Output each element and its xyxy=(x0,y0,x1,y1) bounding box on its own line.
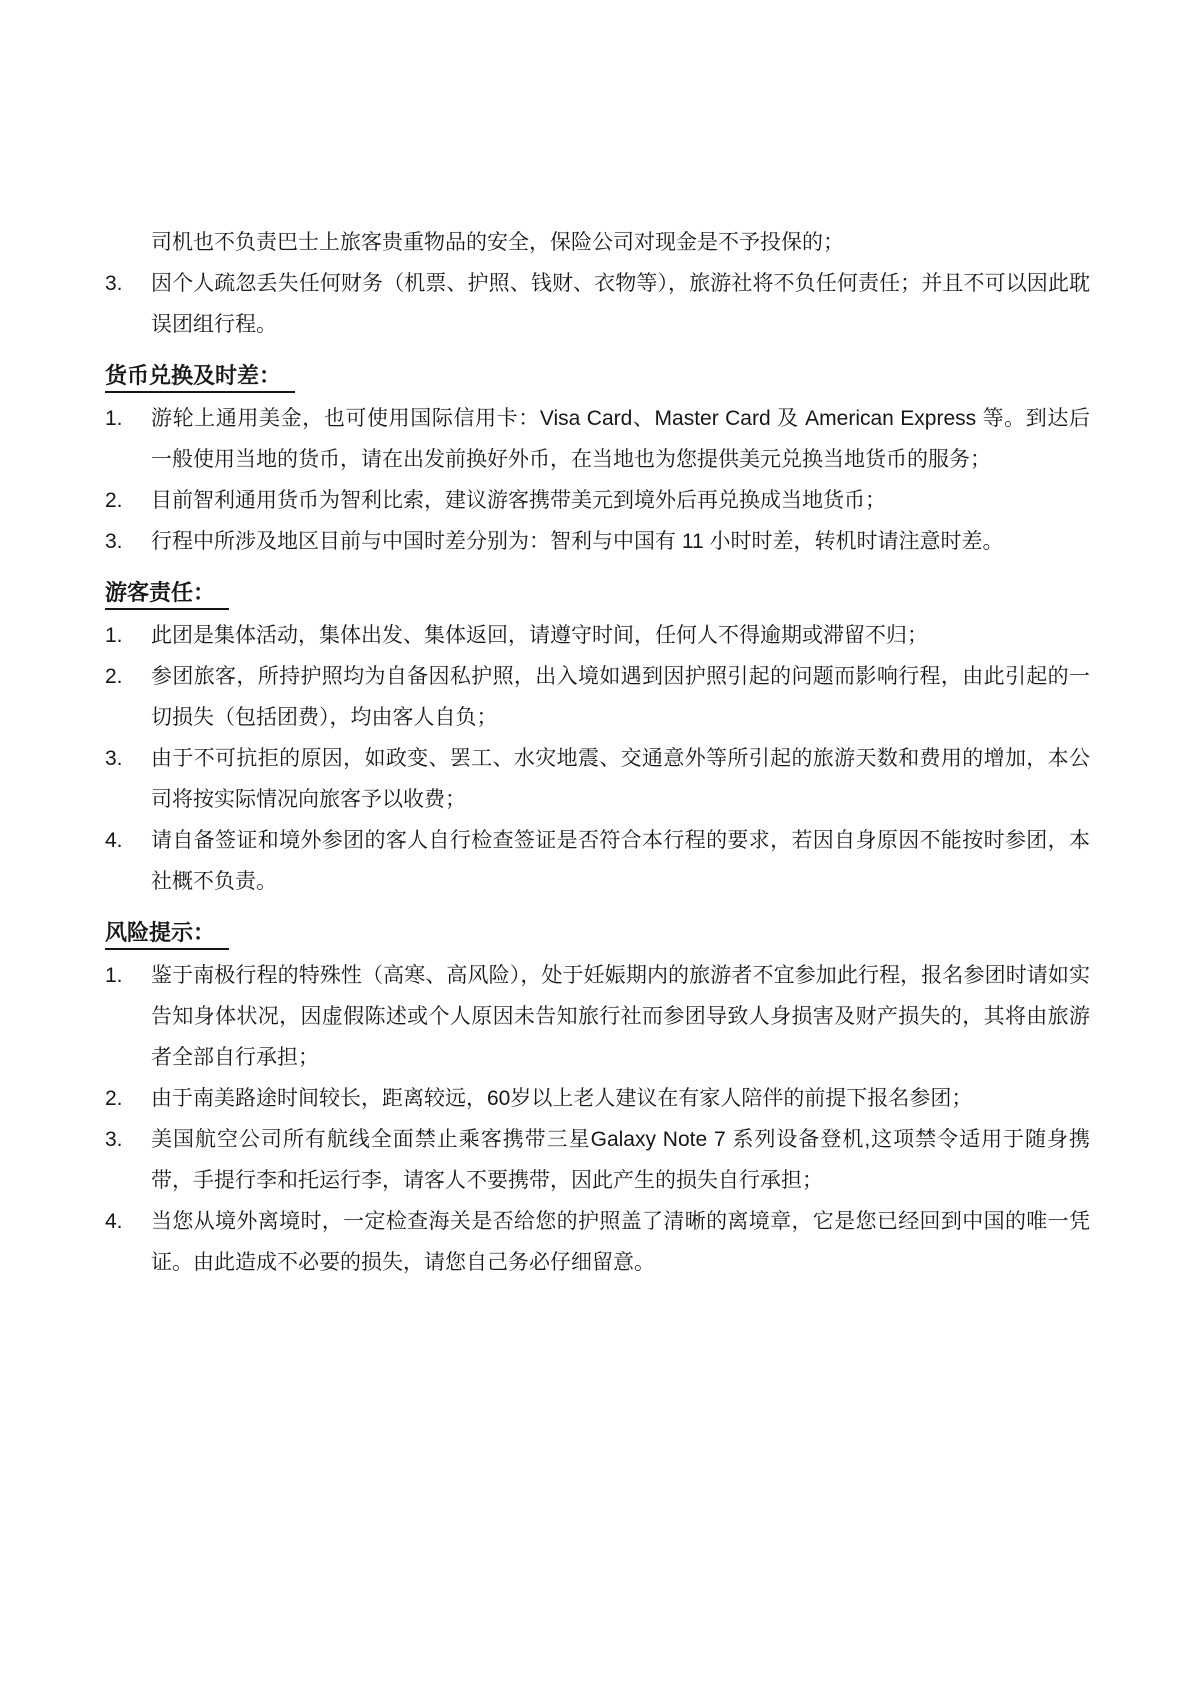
numbered-list-item xyxy=(105,263,1090,345)
item-text: 参团旅客，所持护照均为自备因私护照，出入境如遇到因护照引起的问题而影响行程，由此引起的一切损失（包括团费），均由客人自负； xyxy=(151,665,1090,729)
numbered-list-item xyxy=(105,955,1090,1078)
item-number: 4. xyxy=(105,1210,123,1233)
continuation-text: 司机也不负责巴士上旅客贵重物品的安全，保险公司对现金是不予投保的； xyxy=(151,231,844,254)
numbered-list-item xyxy=(105,656,1090,738)
item-number: 4. xyxy=(105,829,123,852)
item-number: 2. xyxy=(105,665,123,688)
section-heading-text: 游客责任： xyxy=(105,580,229,610)
item-text: 美国航空公司所有航线全面禁止乘客携带三星Galaxy Note 7 系列设备登机,这项禁令适用于随身携带，手提行李和托运行李，请客人不要携带，因此产生的损失自行承担； xyxy=(151,1128,1090,1192)
document-body xyxy=(105,222,1090,1283)
numbered-list-item xyxy=(105,1201,1090,1283)
numbered-list-item xyxy=(105,398,1090,480)
section-heading-responsibility xyxy=(105,572,1090,613)
item-text: 由于不可抗拒的原因，如政变、罢工、水灾地震、交通意外等所引起的旅游天数和费用的增加，本公司将按实际情况向旅客予以收费； xyxy=(151,747,1090,811)
section-heading-text: 货币兑换及时差： xyxy=(105,363,295,393)
numbered-list-item xyxy=(105,615,1090,656)
numbered-list-item xyxy=(105,1078,1090,1119)
section-heading-risk xyxy=(105,912,1090,953)
item-number: 3. xyxy=(105,747,123,770)
numbered-list-item xyxy=(105,738,1090,820)
list-item-continuation xyxy=(105,222,1090,263)
item-text: 目前智利通用货币为智利比索，建议游客携带美元到境外后再兑换成当地货币； xyxy=(151,489,886,512)
section-heading-text: 风险提示： xyxy=(105,920,229,950)
item-number: 1. xyxy=(105,624,123,647)
item-number: 2. xyxy=(105,489,123,512)
item-text: 鉴于南极行程的特殊性（高寒、高风险），处于妊娠期内的旅游者不宜参加此行程，报名参团时请如实告知身体状况，因虚假陈述或个人原因未告知旅行社而参团导致人身损害及财产损失的，其将由旅游者全部自行承担； xyxy=(151,964,1090,1069)
item-text: 请自备签证和境外参团的客人自行检查签证是否符合本行程的要求，若因自身原因不能按时参团，本社概不负责。 xyxy=(151,829,1090,893)
item-number: 2. xyxy=(105,1087,123,1110)
item-number: 3. xyxy=(105,272,123,295)
numbered-list-item xyxy=(105,480,1090,521)
numbered-list-item xyxy=(105,820,1090,902)
numbered-list-item xyxy=(105,521,1090,562)
item-text: 行程中所涉及地区目前与中国时差分别为：智利与中国有 11 小时时差，转机时请注意时差。 xyxy=(151,530,1004,553)
item-text: 当您从境外离境时，一定检查海关是否给您的护照盖了清晰的离境章，它是您已经回到中国的唯一凭证。由此造成不必要的损失，请您自己务必仔细留意。 xyxy=(151,1210,1090,1274)
item-text: 由于南美路途时间较长，距离较远，60岁以上老人建议在有家人陪伴的前提下报名参团； xyxy=(151,1087,973,1110)
item-number: 3. xyxy=(105,1128,123,1151)
item-number: 1. xyxy=(105,964,123,987)
numbered-list-item xyxy=(105,1119,1090,1201)
item-number: 1. xyxy=(105,407,123,430)
item-number: 3. xyxy=(105,530,123,553)
item-text: 游轮上通用美金，也可使用国际信用卡：Visa Card、Master Card 及 American Express 等。到达后一般使用当地的货币，请在出发前换好外币，在当地也为您提供美元兑换当地货币的服务； xyxy=(151,407,1090,471)
section-heading-currency xyxy=(105,355,1090,396)
item-text: 因个人疏忽丢失任何财务（机票、护照、钱财、衣物等），旅游社将不负任何责任；并且不可以因此耽误团组行程。 xyxy=(151,272,1090,336)
item-text: 此团是集体活动，集体出发、集体返回，请遵守时间，任何人不得逾期或滞留不归； xyxy=(151,624,928,647)
